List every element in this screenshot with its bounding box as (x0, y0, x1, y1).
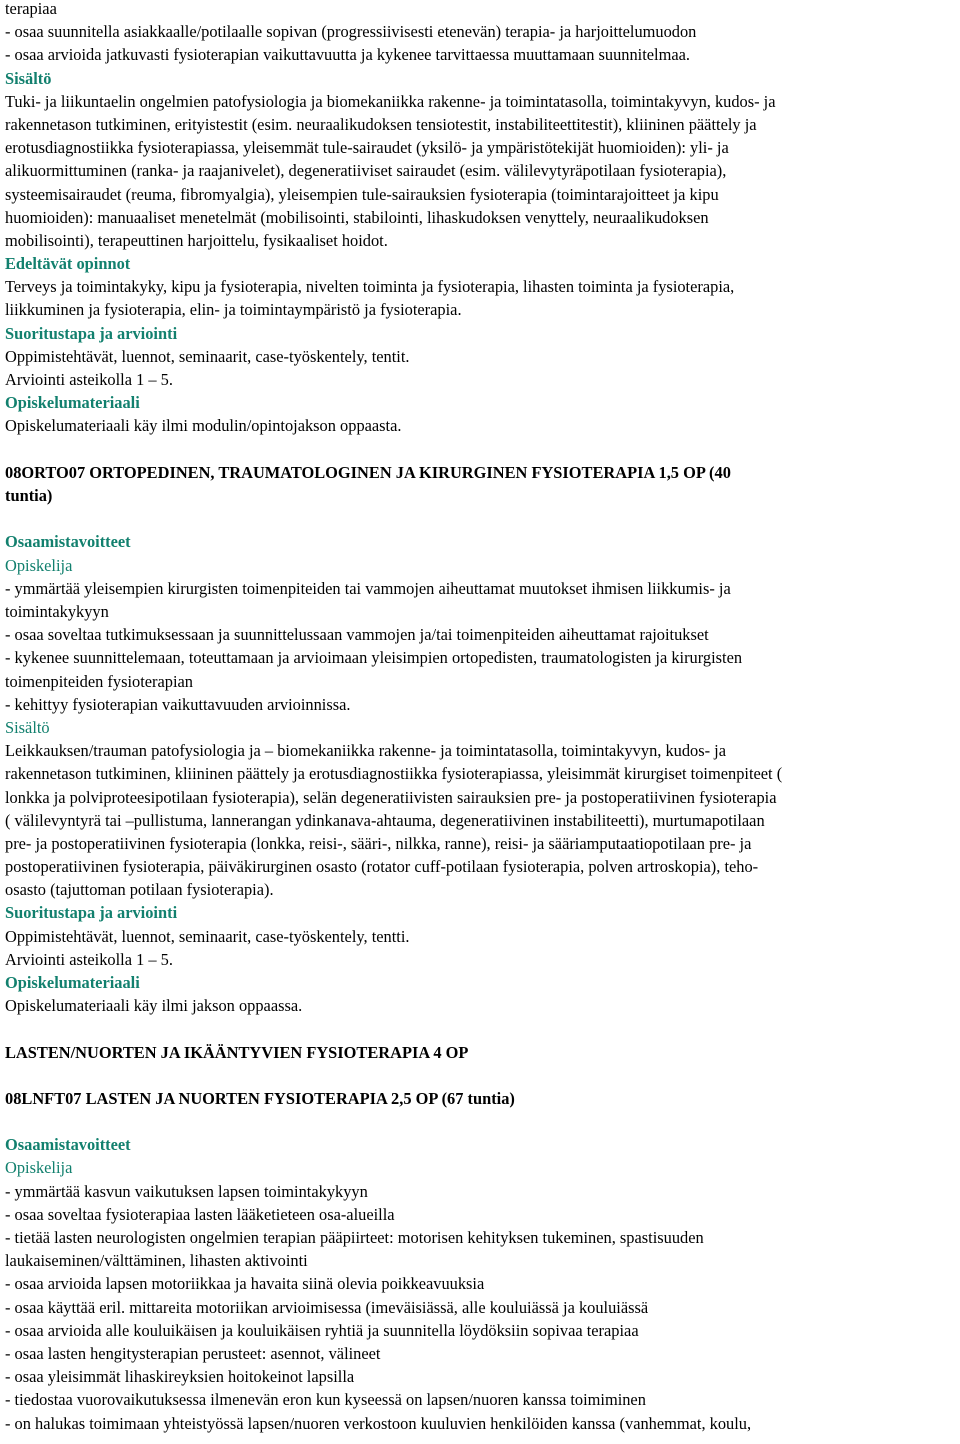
text-line: rakennetason tutkiminen, erityistestit (esim. neuraalikudoksen tensiotestit, instabiliteettitestit), kliininen päättely ja (5, 114, 757, 134)
suoritus-heading: Suoritustapa ja arviointi (5, 323, 178, 343)
spacer (5, 1064, 955, 1087)
text-line: Opiskelumateriaali käy ilmi jakson oppaassa. (5, 996, 303, 1016)
text-line: - tietää lasten neurologisten ongelmien terapian pääpiirteet: motorisen kehityksen tukeminen, spastisuuden (5, 1228, 704, 1247)
text-line: - ymmärtää yleisempien kirurgisten toimenpiteiden tai vammojen aiheuttamat muutokset ihmisen liikkumis- ja (5, 578, 731, 598)
text-line: Tuki- ja liikuntaelin ongelmien patofysiologia ja biomekaniikka rakenne- ja toimintatasolla, toimintakyvyn, kudos- ja (5, 91, 776, 111)
text-line: mobilisointi), terapeuttinen harjoittelu, fysikaaliset hoidot. (5, 230, 388, 250)
text-line: pre- ja postoperatiivinen fysioterapia (lonkka, reisi-, sääri-, nilkka, ranne), reisi- ja sääriamputaatiopotilaan pre- ja (5, 833, 752, 853)
text-line: - ymmärtää kasvun vaikutuksen lapsen toimintakykyyn (5, 1181, 368, 1201)
text-line: - osaa soveltaa fysioterapiaa lasten lääketieteen osa-alueilla (5, 1204, 395, 1224)
osaamistavoitteet-heading: Osaamistavoitteet (5, 532, 131, 552)
text-line: Arviointi asteikolla 1 – 5. (5, 949, 173, 969)
text-line: osasto (tajuttoman potilaan fysioterapia). (5, 880, 274, 900)
course-lnft (5, 1087, 955, 1435)
materiaali-heading: Opiskelumateriaali (5, 393, 140, 413)
suoritus-heading: Suoritustapa ja arviointi (5, 903, 178, 923)
intro-block (5, 0, 955, 67)
section-previous-course (5, 67, 955, 438)
text-line: - osaa arvioida alle kouluikäisen ja kouluikäisen ryhtiä ja suunnitella löydöksiin sopivaa terapiaa (5, 1320, 639, 1340)
text-line: toimintakykyyn (5, 602, 109, 621)
text-line: - kykenee suunnittelemaan, toteuttamaan ja arvioimaan yleisimpien ortopedisten, traumatologisten ja kirurgisten (5, 648, 743, 668)
text-line: - osaa lasten hengitysterapian perusteet: asennot, välineet (5, 1343, 381, 1363)
opiskelija-label: Opiskelija (5, 1158, 73, 1178)
text-line: lonkka ja polviproteesipotilaan fysioterapia), selän degeneratiivisten sairauksien pre- ja postoperatiivinen fysioterapia (5, 787, 777, 807)
text-line: - osaa soveltaa tutkimuksessaan ja suunnittelussaan vammojen ja/tai toimenpiteiden aiheuttamat rajoitukset (5, 625, 709, 645)
edeltavat-heading: Edeltävät opinnot (5, 254, 131, 274)
course-title: 08LNFT07 LASTEN JA NUORTEN FYSIOTERAPIA 2,5 OP (67 tuntia) (5, 1089, 515, 1109)
text-line: systeemisairaudet (reuma, fibromyalgia), yleisempien tule-sairauksien fysioterapia (toimintarajoitteet ja kipu (5, 184, 719, 204)
text-line: postoperatiivinen fysioterapia, päiväkirurginen osasto (rotator cuff-potilaan fysioterapia, polven artroskopia), teho- (5, 857, 759, 877)
course-title: 08ORTO07 ORTOPEDINEN, TRAUMATOLOGINEN JA KIRURGINEN FYSIOTERAPIA 1,5 OP (40 (5, 463, 731, 483)
text-line: alikuormittuminen (ranka- ja raajanivelet), degeneratiiviset sairaudet (esim. välilevytyräpotilaan fysioterapia), (5, 161, 727, 181)
text-line: toimenpiteiden fysioterapian (5, 671, 193, 691)
sisalto-heading: Sisältö (5, 717, 50, 737)
text-line: - osaa käyttää eril. mittareita motoriikan arvioimisessa (imeväisiässä, alle kouluiässä ja kouluiässä (5, 1297, 649, 1317)
text-line: huomioiden): manuaaliset menetelmät (mobilisointi, stabilointi, lihaskudoksen venyttely, neuraalikudoksen (5, 207, 709, 227)
text-line: - osaa suunnitella asiakkaalle/potilaalle sopivan (progressiivisesti etenevän) terapia- ja harjoittelumuodon (5, 22, 697, 42)
osaamistavoitteet-heading: Osaamistavoitteet (5, 1135, 131, 1155)
opiskelija-label: Opiskelija (5, 555, 73, 575)
text-line: rakennetason tutkiminen, kliininen päättely ja erotusdiagnostiikka fysioterapiassa, yleisimmät kirurgiset toimenpiteet ( (5, 764, 783, 784)
text-line: - osaa arvioida lapsen motoriikkaa ja havaita siinä olevia poikkeavuuksia (5, 1274, 485, 1294)
text-line: Arviointi asteikolla 1 – 5. (5, 370, 173, 389)
text-line: Opiskelumateriaali käy ilmi modulin/opintojakson oppaasta. (5, 416, 402, 436)
spacer (5, 1110, 955, 1133)
text-line: ( välilevyntyrä tai –pullistuma, lannerangan ydinkanava-ahtauma, degeneratiivinen instabiliteetti), murtumapotilaan (5, 810, 765, 830)
text-line: laukaiseminen/välttäminen, lihasten aktivointi (5, 1251, 308, 1271)
document-page (5, 0, 955, 1435)
text-line: - osaa yleisimmät lihaskireyksien hoitokeinot lapsilla (5, 1367, 355, 1387)
spacer (5, 438, 955, 462)
course-title: tuntia) (5, 486, 53, 506)
text-line: - on halukas toimimaan yhteistyössä lapsen/nuoren verkostoon kuuluvien henkilöiden kanssa (vanhemmat, koulu, (5, 1413, 752, 1433)
text-line: - kehittyy fysioterapian vaikuttavuuden arvioinnissa. (5, 694, 351, 714)
text-line: - osaa arvioida jatkuvasti fysioterapian vaikuttavuutta ja kykenee tarvittaessa muuttamaan suunnitelmaa. (5, 45, 690, 65)
spacer (5, 1017, 955, 1041)
text-line: - tiedostaa vuorovaikutuksessa ilmenevän eron kun kyseessä on lapsen/nuoren kanssa toimiminen (5, 1390, 646, 1410)
text-line: liikkuminen ja fysioterapia, elin- ja toimintaympäristö ja fysioterapia. (5, 300, 462, 320)
course-orto (5, 461, 955, 1017)
text-line: Oppimistehtävät, luennot, seminaarit, case-työskentely, tentit. (5, 346, 410, 366)
spacer (5, 507, 955, 530)
module-heading: LASTEN/NUORTEN JA IKÄÄNTYVIEN FYSIOTERAPIA 4 OP (5, 1042, 469, 1062)
text-line: erotusdiagnostiikka fysioterapiassa, yleisemmät tule-sairaudet (yksilö- ja ympäristötekijät huomioiden): yli- ja (5, 138, 729, 158)
text-line: Terveys ja toimintakyky, kipu ja fysioterapia, nivelten toiminta ja fysioterapia, lihasten toiminta ja fysioterapia, (5, 277, 735, 297)
sisalto-heading: Sisältö (5, 68, 52, 88)
text-line: Leikkauksen/trauman patofysiologia ja – biomekaniikka rakenne- ja toimintatasolla, toimintakyvyn, kudos- ja (5, 741, 727, 761)
text-line: Oppimistehtävät, luennot, seminaarit, case-työskentely, tentti. (5, 926, 410, 946)
text-line: terapiaa (5, 0, 57, 18)
materiaali-heading: Opiskelumateriaali (5, 973, 140, 992)
